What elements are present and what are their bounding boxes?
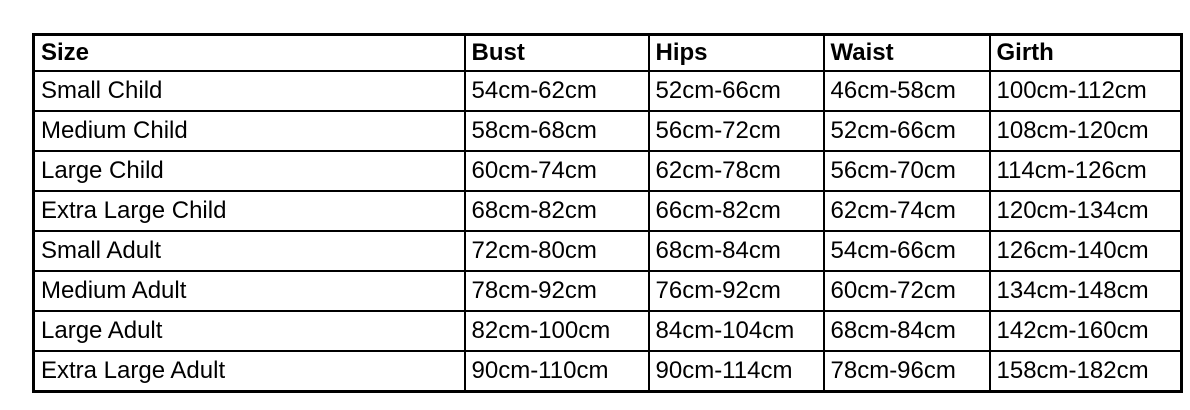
cell-size: Medium Child xyxy=(34,111,465,151)
cell-girth: 126cm-140cm xyxy=(990,231,1182,271)
table-row xyxy=(34,271,1182,311)
cell-girth: 134cm-148cm xyxy=(990,271,1182,311)
cell-waist: 78cm-96cm xyxy=(824,351,990,392)
table-row xyxy=(34,231,1182,271)
cell-waist: 52cm-66cm xyxy=(824,111,990,151)
cell-bust: 54cm-62cm xyxy=(465,71,649,111)
cell-bust: 90cm-110cm xyxy=(465,351,649,392)
cell-girth: 100cm-112cm xyxy=(990,71,1182,111)
cell-bust: 78cm-92cm xyxy=(465,271,649,311)
column-header-bust: Bust xyxy=(465,35,649,72)
cell-hips: 52cm-66cm xyxy=(649,71,824,111)
cell-size: Extra Large Child xyxy=(34,191,465,231)
cell-waist: 62cm-74cm xyxy=(824,191,990,231)
cell-girth: 120cm-134cm xyxy=(990,191,1182,231)
table-row xyxy=(34,111,1182,151)
cell-girth: 158cm-182cm xyxy=(990,351,1182,392)
table-row xyxy=(34,71,1182,111)
table-row xyxy=(34,191,1182,231)
column-header-hips: Hips xyxy=(649,35,824,72)
cell-bust: 58cm-68cm xyxy=(465,111,649,151)
cell-hips: 68cm-84cm xyxy=(649,231,824,271)
header-row xyxy=(34,35,1182,72)
cell-size: Large Adult xyxy=(34,311,465,351)
cell-size: Small Child xyxy=(34,71,465,111)
cell-hips: 84cm-104cm xyxy=(649,311,824,351)
cell-hips: 56cm-72cm xyxy=(649,111,824,151)
cell-waist: 54cm-66cm xyxy=(824,231,990,271)
cell-size: Small Adult xyxy=(34,231,465,271)
cell-girth: 108cm-120cm xyxy=(990,111,1182,151)
cell-girth: 114cm-126cm xyxy=(990,151,1182,191)
column-header-waist: Waist xyxy=(824,35,990,72)
cell-size: Large Child xyxy=(34,151,465,191)
cell-bust: 60cm-74cm xyxy=(465,151,649,191)
cell-size: Medium Adult xyxy=(34,271,465,311)
cell-bust: 68cm-82cm xyxy=(465,191,649,231)
cell-waist: 60cm-72cm xyxy=(824,271,990,311)
cell-waist: 68cm-84cm xyxy=(824,311,990,351)
cell-bust: 72cm-80cm xyxy=(465,231,649,271)
cell-waist: 46cm-58cm xyxy=(824,71,990,111)
cell-size: Extra Large Adult xyxy=(34,351,465,392)
table-header-row xyxy=(34,35,1182,72)
cell-girth: 142cm-160cm xyxy=(990,311,1182,351)
table-body xyxy=(34,71,1182,392)
table-row xyxy=(34,351,1182,392)
cell-hips: 62cm-78cm xyxy=(649,151,824,191)
cell-hips: 90cm-114cm xyxy=(649,351,824,392)
cell-hips: 66cm-82cm xyxy=(649,191,824,231)
column-header-girth: Girth xyxy=(990,35,1182,72)
table-row xyxy=(34,311,1182,351)
cell-waist: 56cm-70cm xyxy=(824,151,990,191)
size-chart-table xyxy=(32,33,1183,393)
column-header-size: Size xyxy=(34,35,465,72)
table-row xyxy=(34,151,1182,191)
cell-hips: 76cm-92cm xyxy=(649,271,824,311)
cell-bust: 82cm-100cm xyxy=(465,311,649,351)
